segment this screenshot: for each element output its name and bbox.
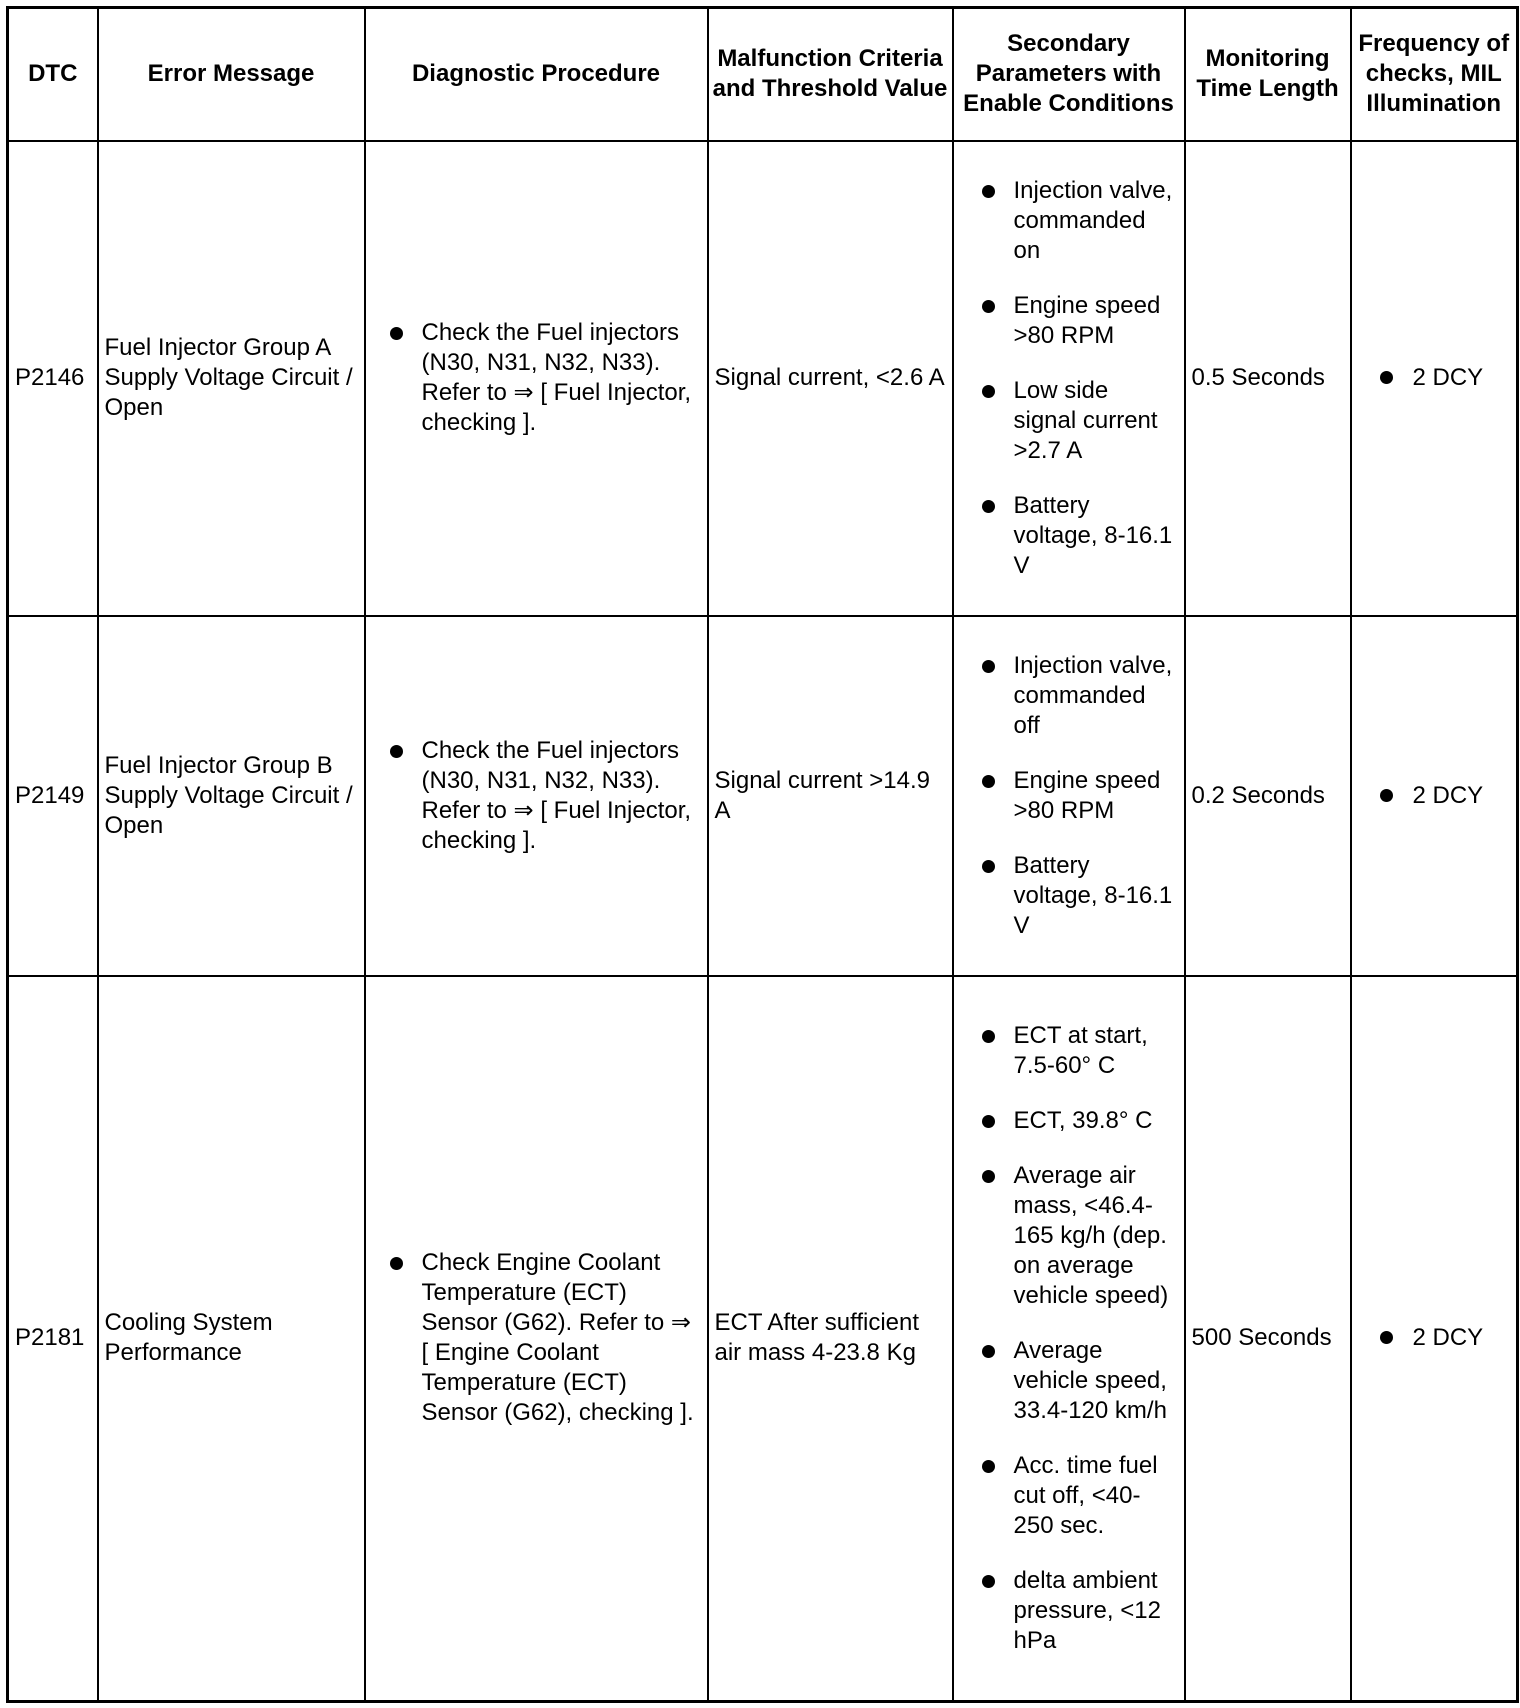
diagnostic-procedure bbox=[365, 976, 708, 1702]
header-malfunction-criteria: Malfunction Criteria and Threshold Value bbox=[708, 8, 953, 141]
condition-item: Battery voltage, 8-16.1 V bbox=[960, 851, 1178, 941]
table-row bbox=[8, 616, 1518, 976]
error-message: Fuel Injector Group B Supply Voltage Circuit / Open bbox=[98, 616, 365, 976]
table-row bbox=[8, 976, 1518, 1702]
condition-item: Engine speed >80 RPM bbox=[960, 291, 1178, 351]
header-frequency: Frequency of checks, MIL Illumination bbox=[1351, 8, 1518, 141]
check-frequency bbox=[1351, 976, 1518, 1702]
malfunction-criteria: ECT After sufficient air mass 4-23.8 Kg bbox=[708, 976, 953, 1702]
procedure-step: Check the Fuel injectors (N30, N31, N32, N33). Refer to ⇒ [ Fuel Injector, checking ]. bbox=[372, 318, 701, 438]
condition-item: Injection valve, commanded on bbox=[960, 176, 1178, 266]
monitoring-time: 500 Seconds bbox=[1185, 976, 1351, 1702]
procedure-step: Check Engine Coolant Temperature (ECT) Sensor (G62). Refer to ⇒ [ Engine Coolant Temperature (ECT) Sensor (G62), checking ]. bbox=[372, 1248, 701, 1428]
header-monitoring-time: Monitoring Time Length bbox=[1185, 8, 1351, 141]
frequency-item: 2 DCY bbox=[1358, 781, 1511, 811]
condition-item: delta ambient pressure, <12 hPa bbox=[960, 1566, 1178, 1656]
dtc-code: P2181 bbox=[8, 976, 98, 1702]
check-frequency bbox=[1351, 616, 1518, 976]
error-message: Fuel Injector Group A Supply Voltage Circuit / Open bbox=[98, 141, 365, 616]
header-secondary-parameters: Secondary Parameters with Enable Conditions bbox=[953, 8, 1185, 141]
error-message: Cooling System Performance bbox=[98, 976, 365, 1702]
condition-item: Injection valve, commanded off bbox=[960, 651, 1178, 741]
enable-conditions bbox=[953, 141, 1185, 616]
condition-item: Average vehicle speed, 33.4-120 km/h bbox=[960, 1336, 1178, 1426]
enable-conditions bbox=[953, 616, 1185, 976]
condition-item: Acc. time fuel cut off, <40-250 sec. bbox=[960, 1451, 1178, 1541]
header-diagnostic-procedure: Diagnostic Procedure bbox=[365, 8, 708, 141]
frequency-item: 2 DCY bbox=[1358, 1323, 1511, 1353]
condition-item: ECT, 39.8° C bbox=[960, 1106, 1178, 1136]
table-row bbox=[8, 141, 1518, 616]
monitoring-time: 0.5 Seconds bbox=[1185, 141, 1351, 616]
dtc-code: P2149 bbox=[8, 616, 98, 976]
check-frequency bbox=[1351, 141, 1518, 616]
diagnostic-procedure bbox=[365, 141, 708, 616]
condition-item: Low side signal current >2.7 A bbox=[960, 376, 1178, 466]
diagnostic-procedure bbox=[365, 616, 708, 976]
header-row bbox=[8, 8, 1518, 141]
malfunction-criteria: Signal current, <2.6 A bbox=[708, 141, 953, 616]
frequency-item: 2 DCY bbox=[1358, 363, 1511, 393]
dtc-code: P2146 bbox=[8, 141, 98, 616]
condition-item: Average air mass, <46.4-165 kg/h (dep. on average vehicle speed) bbox=[960, 1161, 1178, 1311]
malfunction-criteria: Signal current >14.9 A bbox=[708, 616, 953, 976]
condition-item: Engine speed >80 RPM bbox=[960, 766, 1178, 826]
header-error-message: Error Message bbox=[98, 8, 365, 141]
procedure-step: Check the Fuel injectors (N30, N31, N32, N33). Refer to ⇒ [ Fuel Injector, checking ]. bbox=[372, 736, 701, 856]
monitoring-time: 0.2 Seconds bbox=[1185, 616, 1351, 976]
condition-item: ECT at start, 7.5-60° C bbox=[960, 1021, 1178, 1081]
header-dtc: DTC bbox=[8, 8, 98, 141]
dtc-table bbox=[6, 6, 1519, 1703]
enable-conditions bbox=[953, 976, 1185, 1702]
condition-item: Battery voltage, 8-16.1 V bbox=[960, 491, 1178, 581]
